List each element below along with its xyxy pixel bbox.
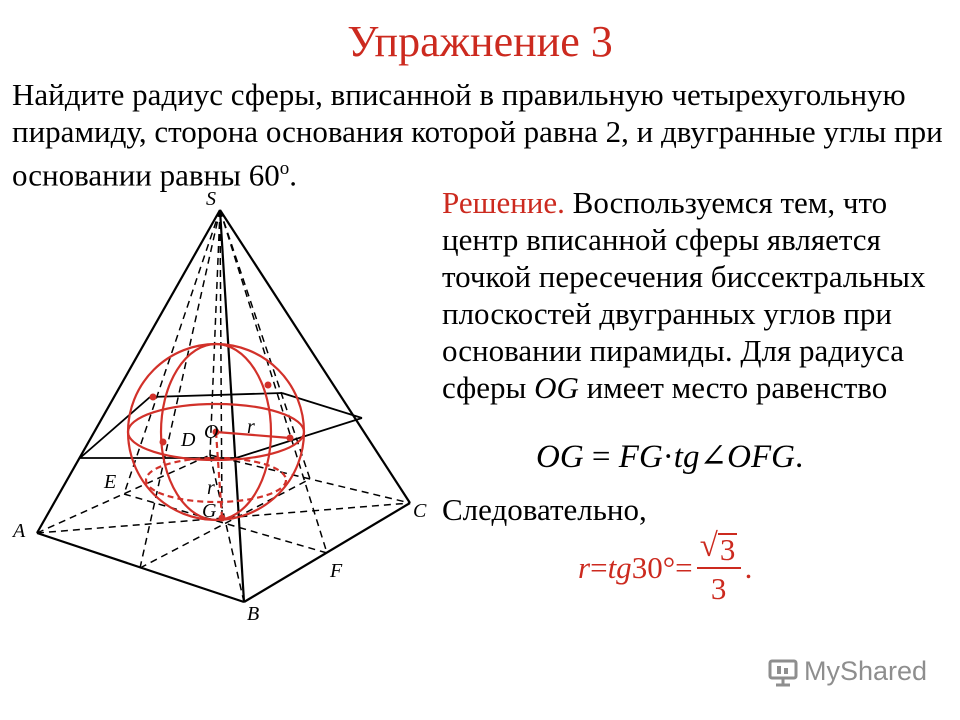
fraction-numerator [698,528,740,565]
presentation-board-icon [768,657,798,687]
f1-tg: tg [673,439,700,475]
f2-arg: 30 [631,549,663,585]
edge-bc [244,503,410,602]
f1-eq: = [583,439,619,475]
pyramid-figure [0,180,440,620]
tangent-point-1 [150,394,157,401]
label-c: C [413,500,427,522]
label-a: A [13,520,26,542]
section-line-mid [150,393,282,397]
label-o: O [204,421,219,443]
f2-deg: ° [662,549,676,585]
fraction-bar [697,567,741,569]
problem-end: . [289,157,297,193]
tangent-point-3 [287,435,294,442]
f2-lhs: r [578,549,591,585]
edge-dc [210,455,410,503]
edge-sa [37,210,220,533]
tangent-point-2 [265,382,272,389]
label-r-vertical: r [207,477,215,499]
sqrt-sign: √ [699,528,718,564]
point-g [219,515,226,522]
formula-radius [578,528,752,607]
solution-text [442,184,957,406]
label-e: E [104,471,117,493]
height-sg [220,210,222,518]
f2-end: . [744,549,753,585]
tangent-point-4 [160,439,167,446]
label-d: D [181,429,196,451]
f1-rhs1: FG [618,439,663,475]
solution-text-b: имеет место равенство [578,370,888,405]
degree-mark: о [279,158,290,179]
f1-lhs: OG [536,439,584,475]
watermark-text: MyShared [804,656,928,686]
formula-og [536,436,803,476]
midline-perp [140,479,310,568]
section-line-fr [236,418,362,458]
label-b: B [247,603,260,620]
f2-eq2: = [675,549,693,585]
hence-text: Следовательно, [442,492,647,527]
fraction [697,528,741,607]
f1-end: . [794,439,804,475]
apothem-sf [220,210,327,553]
label-r-horizontal: r [247,416,255,438]
label-s: S [206,188,216,210]
f2-eq: = [590,549,608,585]
fraction-denominator: 3 [710,571,727,606]
label-f: F [330,560,343,582]
solution-text-a: Воспользуемся тем, что центр вписанной сферы является точкой пересечения биссектральных плоскостей двугранных углов при основании пирамиды. Для радиуса сферы [442,185,926,405]
pyramid-edges [37,210,410,602]
slide-title: Упражнение 3 [347,17,613,66]
section-line-right [282,393,362,418]
f1-rhs2: OFG [727,439,795,475]
f2-tg: tg [607,549,632,585]
label-g: G [202,500,217,522]
angle-symbol: ∠ [699,439,728,475]
watermark [768,656,927,687]
problem-text: Найдите радиус сферы, вписанной в правильную четырехугольную пирамиду, сторона основания которой равна 2, и двугранные углы при основании равны 60 [12,77,943,193]
sqrt-arg: 3 [719,532,736,567]
f1-dot: · [662,439,674,475]
radius-variable: OG [534,370,579,405]
solution-lead: Решение. [442,185,565,220]
problem-statement [12,76,952,193]
